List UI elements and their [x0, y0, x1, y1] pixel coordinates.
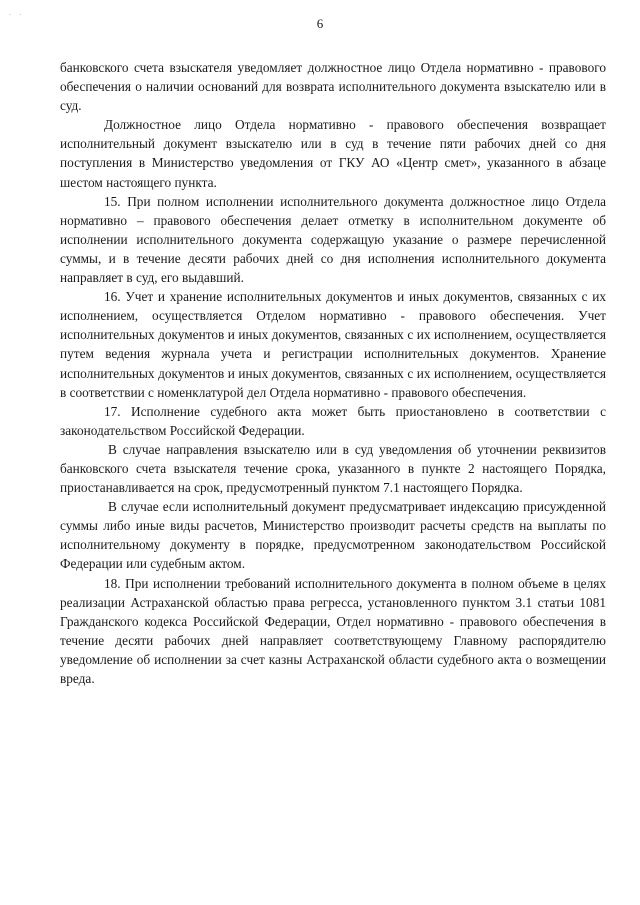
paragraph-item-18: 18. При исполнении требований исполнительного документа в полном объеме в целях реализации Астраханской областью права регресса, установленного пунктом 3.1 статьи 1081 Гражданского кодекса Российской Федерации, Отдел нормативно - правового обеспечения в течение десяти рабочих дней направляет соответствующему Главному распорядителю уведомление об исполнении за счет казны Астраханской области судебного акта о возмещении вреда.	[60, 575, 606, 686]
paragraph-item-17: 17. Исполнение судебного акта может быть приостановлено в соответствии с законодательством Российской Федерации.	[60, 403, 606, 438]
paragraph-indexation: В случае если исполнительный документ предусматривает индексацию присужденной суммы либо иные виды расчетов, Министерство производит расчеты средств на выплаты по исполнительному документу в порядке, предусмотренном законодательством Российской Федерации или судебным актом.	[60, 499, 606, 572]
paragraph-bank-details-notice: В случае направления взыскателю или в суд уведомления об уточнении реквизитов банковского счета взыскателя течение срока, указанного в пункте 2 настоящего Порядка, приостанавливается на срок, предусмотренный пунктом 7.1 настоящего Порядка.	[60, 441, 606, 496]
paragraph-item-16: 16. Учет и хранение исполнительных документов и иных документов, связанных с их исполнением, осуществляется Отделом нормативно - правового обеспечения. Учет исполнительных документов и иных документов, связанных с их исполнением, осуществляется путем ведения журнала учета и регистрации исполнительных документов. Хранение исполнительных документов и иных документов, связанных с их исполнением, осуществляется в соответствии с номенклатурой дел Отдела нормативно - правового обеспечения.	[60, 289, 606, 400]
document-body	[60, 58, 606, 688]
corner-scan-mark: · ·	[9, 11, 25, 19]
page-number: 6	[316, 16, 324, 31]
paragraph-continuation: банковского счета взыскателя уведомляет должностное лицо Отдела нормативно - правового обеспечения о наличии оснований для возврата исполнительного документа взыскателю или в суд.	[60, 60, 606, 114]
paragraph-return-document: Должностное лицо Отдела нормативно - правового обеспечения возвращает исполнительный документ взыскателю или в суд в течение пяти рабочих дней со дня поступления в Министерство уведомления от ГКУ АО «Центр смет», указанного в абзаце шестом настоящего пункта.	[60, 117, 606, 190]
paragraph-item-15: 15. При полном исполнении исполнительного документа должностное лицо Отдела нормативно – правового обеспечения делает отметку в исполнительном документе об исполнении исполнительного документа содержащую указание о размере перечисленной суммы, и в течение десяти рабочих дней со дня исполнения исполнительного документа направляет в суд, его выдавший.	[60, 193, 606, 286]
